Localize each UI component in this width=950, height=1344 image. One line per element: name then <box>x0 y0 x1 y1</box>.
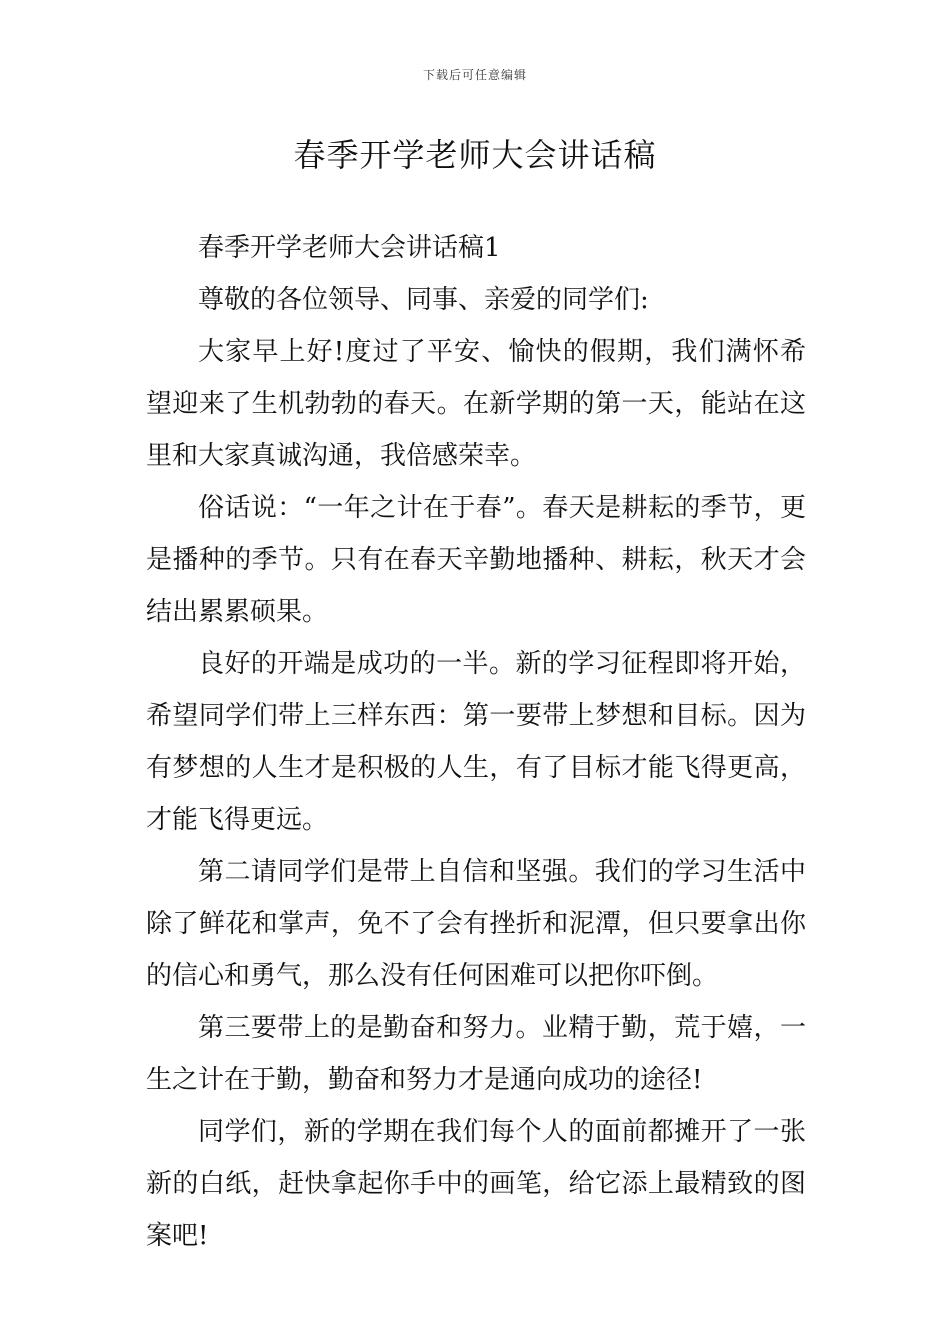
document-title: 春季开学老师大会讲话稿 <box>293 136 657 174</box>
paragraph-salutation: 尊敬的各位领导、同事、亲爱的同学们: <box>198 285 649 315</box>
paragraph-subtitle: 春季开学老师大会讲话稿1 <box>198 233 501 263</box>
paragraph: 大家早上好!度过了平安、愉快的假期，我们满怀希望迎来了生机勃勃的春天。在新学期的第一天，能站在这里和大家真诚沟通，我倍感荣幸。 <box>146 337 806 471</box>
header-note: 下载后可任意编辑 <box>422 68 527 82</box>
paragraph: 俗话说：“一年之计在于春”。春天是耕耘的季节，更是播种的季节。只有在春天辛勤地播种、耕耘，秋天才会结出累累硕果。 <box>146 493 806 627</box>
paragraph: 第二请同学们是带上自信和坚强。我们的学习生活中除了鲜花和掌声，免不了会有挫折和泥潭，但只要拿出你的信心和勇气，那么没有任何困难可以把你吓倒。 <box>146 857 806 991</box>
paragraph: 同学们，新的学期在我们每个人的面前都摊开了一张新的白纸，赶快拿起你手中的画笔，给它添上最精致的图案吧! <box>146 1117 806 1251</box>
document-body <box>146 222 806 1262</box>
paragraph: 第三要带上的是勤奋和努力。业精于勤，荒于嬉，一生之计在于勤，勤奋和努力才是通向成功的途径! <box>146 1013 806 1095</box>
paragraph: 良好的开端是成功的一半。新的学习征程即将开始，希望同学们带上三样东西：第一要带上梦想和目标。因为有梦想的人生才是积极的人生，有了目标才能飞得更高，才能飞得更远。 <box>146 649 806 835</box>
